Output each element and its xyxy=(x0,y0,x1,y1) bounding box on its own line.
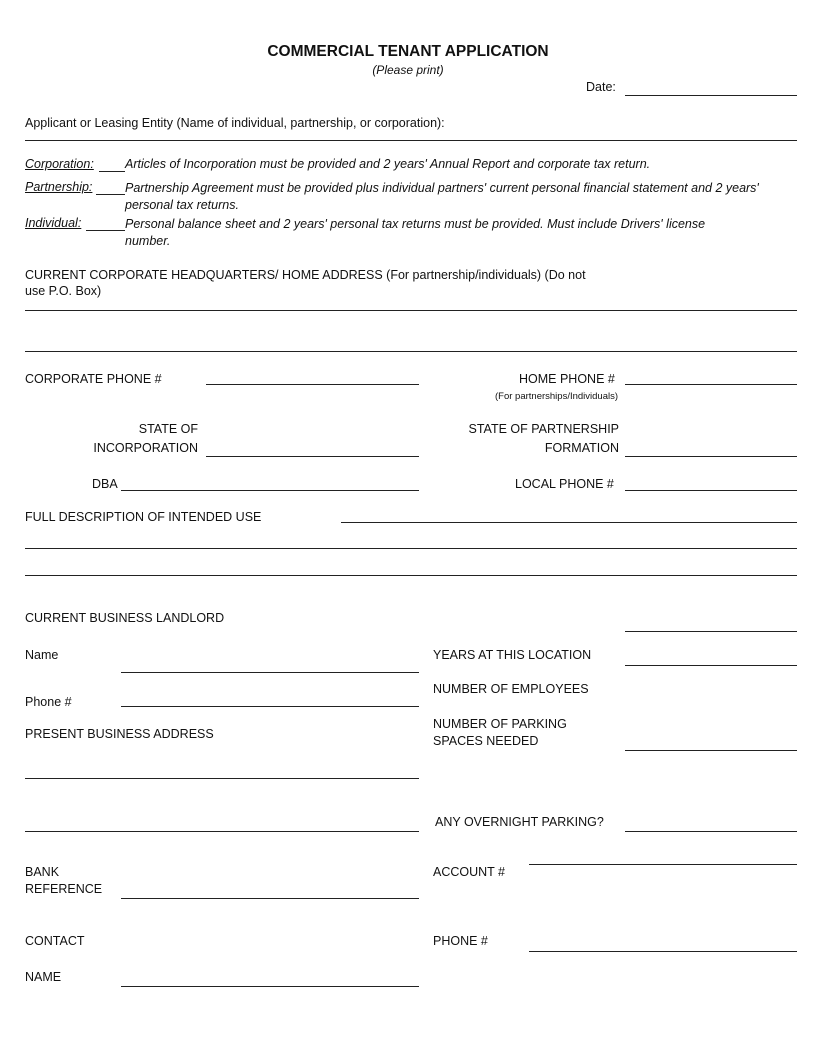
intended-use-field-1[interactable] xyxy=(341,522,797,523)
form-title: COMMERCIAL TENANT APPLICATION xyxy=(267,43,549,60)
state-partnership-label: STATE OF PARTNERSHIP FORMATION xyxy=(468,422,619,455)
account-field[interactable] xyxy=(529,864,797,865)
bank-reference-label: BANK REFERENCE xyxy=(25,865,103,896)
landlord-name-label: Name xyxy=(25,648,59,662)
landlord-phone-label: Phone # xyxy=(25,695,72,709)
dba-field[interactable] xyxy=(121,490,419,491)
parking-spaces-field[interactable] xyxy=(625,750,797,751)
home-phone-note: (For partnerships/Individuals) xyxy=(495,391,619,402)
intended-use-field-3[interactable] xyxy=(25,575,797,576)
years-location-label: YEARS AT THIS LOCATION xyxy=(433,648,592,662)
present-address-field-1[interactable] xyxy=(25,778,419,779)
local-phone-field[interactable] xyxy=(625,490,797,491)
home-phone-field[interactable] xyxy=(625,384,797,385)
bank-phone-label: PHONE # xyxy=(433,934,488,948)
local-phone-label: LOCAL PHONE # xyxy=(515,477,614,491)
hq-address-field-1[interactable] xyxy=(25,310,797,311)
form-subtitle: (Please print) xyxy=(372,63,444,77)
state-partnership-field[interactable] xyxy=(625,456,797,457)
partnership-underline xyxy=(96,194,125,195)
landlord-right-field[interactable] xyxy=(625,631,797,632)
overnight-parking-field[interactable] xyxy=(625,831,797,832)
corporation-requirement: Articles of Incorporation must be provided and 2 years' Annual Report and corporate tax return. xyxy=(125,157,651,171)
contact-label: CONTACT xyxy=(25,934,85,948)
landlord-section-label: CURRENT BUSINESS LANDLORD xyxy=(25,611,225,625)
corporation-type-label: Corporation: xyxy=(25,157,94,171)
bank-phone-field[interactable] xyxy=(529,951,797,952)
employees-label: NUMBER OF EMPLOYEES xyxy=(433,682,589,696)
corporate-phone-field[interactable] xyxy=(206,384,419,385)
contact-name-field[interactable] xyxy=(121,986,419,987)
hq-address-label: CURRENT CORPORATE HEADQUARTERS/ HOME ADDRESS (For partnership/individuals) (Do not use P.O. Box) xyxy=(25,268,586,298)
date-field[interactable] xyxy=(625,95,797,96)
partnership-type-label: Partnership: xyxy=(25,180,93,194)
intended-use-field-2[interactable] xyxy=(25,548,797,549)
hq-address-field-2[interactable] xyxy=(25,351,797,352)
applicant-label: Applicant or Leasing Entity (Name of individual, partnership, or corporation): xyxy=(25,116,445,130)
state-incorporation-label: STATE OF INCORPORATION xyxy=(93,422,198,455)
home-phone-label: HOME PHONE # xyxy=(519,372,615,386)
landlord-name-field[interactable] xyxy=(121,672,419,673)
present-address-label: PRESENT BUSINESS ADDRESS xyxy=(25,727,214,741)
partnership-requirement: Partnership Agreement must be provided plus individual partners' current personal financial statement and 2 years' personal tax returns. xyxy=(125,181,759,212)
intended-use-label: FULL DESCRIPTION OF INTENDED USE xyxy=(25,510,262,524)
account-label: ACCOUNT # xyxy=(433,865,506,879)
overnight-parking-label: ANY OVERNIGHT PARKING? xyxy=(435,815,604,829)
state-incorporation-field[interactable] xyxy=(206,456,419,457)
corporation-underline xyxy=(99,171,125,172)
present-address-field-2[interactable] xyxy=(25,831,419,832)
applicant-field[interactable] xyxy=(25,140,797,141)
parking-spaces-label: NUMBER OF PARKING SPACES NEEDED xyxy=(433,717,567,748)
contact-name-label: NAME xyxy=(25,970,62,984)
individual-type-label: Individual: xyxy=(25,216,82,230)
date-label: Date: xyxy=(586,80,616,94)
corporate-phone-label: CORPORATE PHONE # xyxy=(25,372,162,386)
individual-underline xyxy=(86,230,125,231)
years-location-field[interactable] xyxy=(625,665,797,666)
dba-label: DBA xyxy=(92,477,118,491)
individual-requirement: Personal balance sheet and 2 years' personal tax returns must be provided. Must include Drivers' license number. xyxy=(125,217,706,248)
bank-reference-field[interactable] xyxy=(121,898,419,899)
landlord-phone-field[interactable] xyxy=(121,706,419,707)
